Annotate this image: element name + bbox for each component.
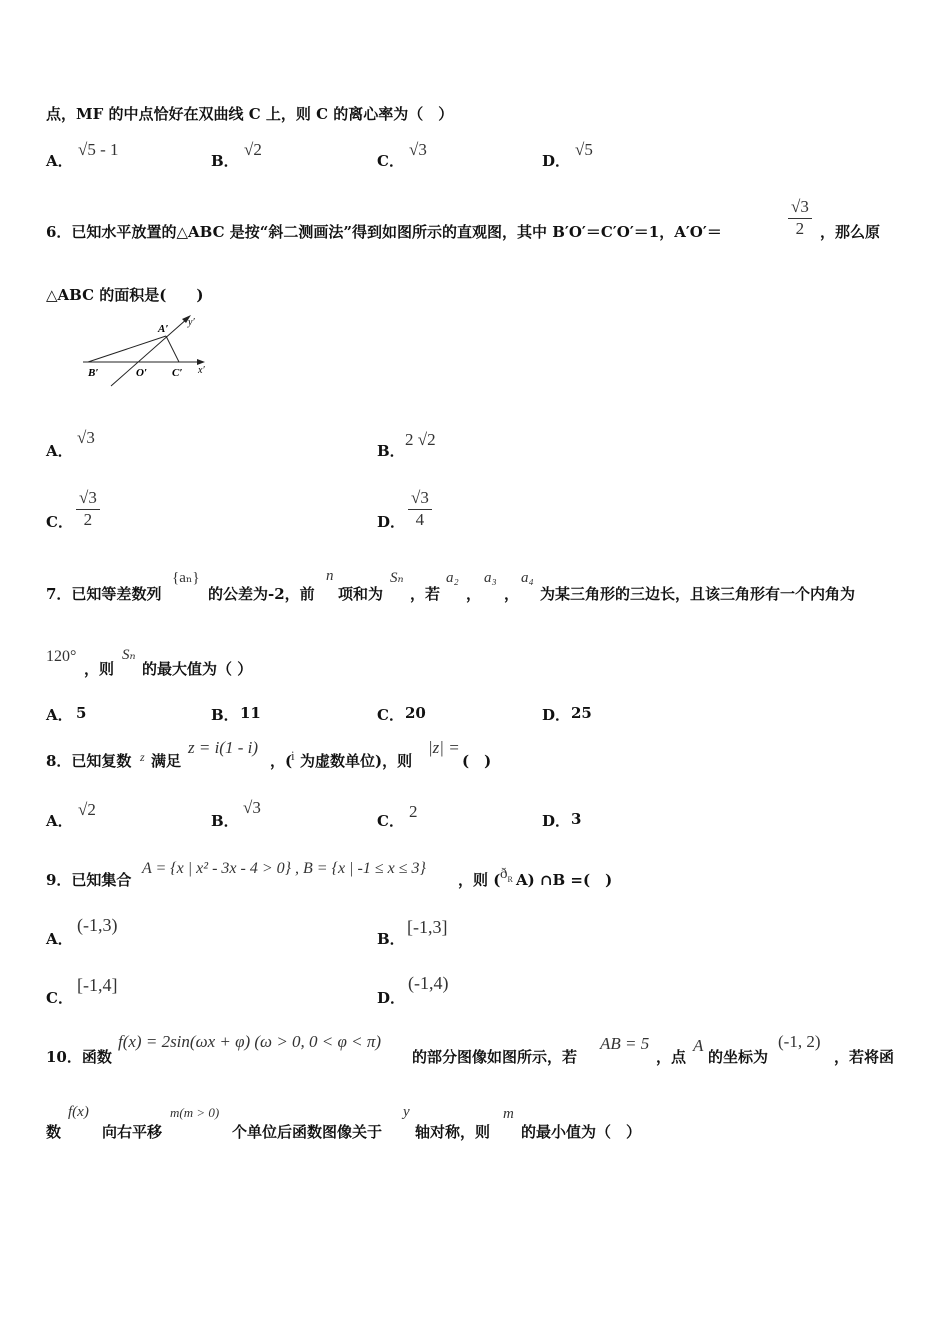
q7-math-120deg: 120° — [46, 648, 77, 665]
q7-option-a-label: A． — [46, 706, 73, 724]
q5-option-c-value: √3 — [409, 140, 427, 159]
q6-option-c-num: √3 — [76, 487, 100, 510]
q9-text-1: 9．已知集合 — [46, 871, 132, 889]
q9-math-complement — [500, 866, 513, 884]
q5-option-b-value: √2 — [244, 140, 262, 159]
q8-math-i: i — [291, 748, 295, 763]
q7-text-4: ，若 — [410, 585, 441, 603]
q6-option-c-label: C． — [46, 513, 73, 531]
q6-option-d-label: D． — [377, 513, 406, 531]
q8-text-3: ，( — [270, 752, 293, 770]
q6-option-a-value: √3 — [77, 428, 95, 447]
q7-text-1: 7．已知等差数列 — [46, 585, 162, 603]
q7-text-6: ， — [504, 585, 520, 603]
q10-text-4: 的坐标为 — [708, 1048, 769, 1066]
q7-text-8: ，则 — [84, 660, 115, 678]
q8-text-4: 为虚数单位)，则 — [300, 752, 413, 770]
q10-text-6: 数 — [46, 1123, 62, 1141]
q6-option-a-label: A． — [46, 442, 73, 460]
q8-option-c-label: C． — [377, 812, 404, 830]
q5-option-d-label: D． — [542, 152, 571, 170]
q6-fraction — [788, 196, 812, 239]
q10-math-point: (-1, 2) — [778, 1032, 821, 1051]
q9-option-d-value: (-1,4) — [408, 973, 449, 993]
q9-math-sets: A = {x | x² - 3x - 4 > 0} , B = {x | -1 ≤ x ≤ 3} — [142, 860, 426, 877]
q8-option-b-value: √3 — [243, 798, 261, 817]
q9-option-d-label: D． — [377, 989, 406, 1007]
q7-text-2: 的公差为-2，前 — [208, 585, 315, 603]
q7-option-d-value: 25 — [571, 704, 592, 722]
q8-option-a-value: √2 — [78, 800, 96, 819]
q9-complement-sub: R — [507, 875, 513, 884]
q8-text-1: 8．已知复数 — [46, 752, 132, 770]
q8-text-2: 满足 — [151, 752, 182, 770]
q9-text-2: ，则 ( — [458, 871, 501, 889]
q6-option-d-num: √3 — [408, 487, 432, 510]
q7-option-c-label: C． — [377, 706, 404, 724]
q10-math-a: A — [693, 1036, 704, 1055]
q8-option-d-value: 3 — [571, 810, 582, 828]
label-x-prime: x′ — [198, 365, 205, 376]
q9-text-3: A) ∩B =( ) — [516, 871, 613, 889]
q7-option-d-label: D． — [542, 706, 571, 724]
q7-text-7: 为某三角形的三边长，且该三角形有一个内角为 — [540, 585, 856, 603]
q8-math-equation: z = i(1 - i) — [188, 738, 259, 757]
q9-option-b-value: [-1,3] — [407, 917, 448, 937]
label-b-prime: B′ — [88, 367, 99, 379]
q9-option-c-value: [-1,4] — [77, 975, 118, 995]
q5-stem-tail: 点，MF 的中点恰好在双曲线 C 上，则 C 的离心率为（ ） — [46, 105, 454, 123]
q6-option-b-value: 2 √2 — [405, 430, 436, 449]
q8-math-z: z — [140, 750, 145, 764]
q5-option-d-value: √5 — [575, 140, 593, 159]
q7-text-3: 项和为 — [338, 585, 384, 603]
label-o-prime: O′ — [136, 367, 148, 379]
q5-option-a-label: A． — [46, 152, 73, 170]
q8-math-abs-z: |z| = — [428, 738, 460, 757]
q10-math-fx: f(x) — [68, 1104, 89, 1120]
q10-math-function: f(x) = 2sin(ωx + φ) (ω > 0, 0 < φ < π) — [118, 1032, 382, 1051]
q7-math-a4: a₄ — [521, 570, 534, 586]
q8-option-c-value: 2 — [409, 802, 418, 821]
q7-math-sn-2: Sₙ — [122, 647, 136, 663]
q10-math-ab: AB = 5 — [600, 1034, 650, 1053]
q10-math-y: y — [403, 1104, 410, 1120]
q7-option-a-value: 5 — [76, 704, 87, 722]
q7-option-b-label: B． — [211, 706, 239, 724]
q10-text-1: 10．函数 — [46, 1048, 112, 1066]
q10-text-5: ，若将函 — [834, 1048, 895, 1066]
q10-text-8: 个单位后函数图像关于 — [232, 1123, 383, 1141]
q6-oblique-figure — [78, 310, 218, 390]
q6-option-b-label: B． — [377, 442, 405, 460]
q10-text-9: 轴对称，则 — [415, 1123, 491, 1141]
q6-line1-tail: ，那么原 — [820, 223, 881, 241]
q10-math-m: m — [503, 1106, 514, 1122]
q10-text-10: 的最小值为（ ） — [521, 1123, 642, 1141]
q7-text-9: 的最大值为（ ） — [142, 660, 253, 678]
q9-option-a-label: A． — [46, 930, 73, 948]
q6-option-c-den: 2 — [83, 510, 93, 529]
q5-option-c-label: C． — [377, 152, 404, 170]
label-a-prime: A′ — [158, 323, 169, 335]
q6-line2: △ABC 的面积是( ) — [46, 286, 204, 304]
q7-option-c-value: 20 — [405, 704, 426, 722]
q10-text-3: ，点 — [656, 1048, 687, 1066]
label-y-prime: y′ — [188, 317, 195, 328]
q8-text-5: ( ) — [462, 752, 492, 770]
q7-option-b-value: 11 — [240, 704, 261, 722]
q7-text-5: ， — [466, 585, 482, 603]
q6-option-d-fraction — [408, 487, 432, 530]
q10-text-7: 向右平移 — [102, 1123, 163, 1141]
q10-text-2: 的部分图像如图所示，若 — [412, 1048, 578, 1066]
q6-line1: 6．已知水平放置的△ABC 是按“斜二测画法”得到如图所示的直观图，其中 B′O′＝C′O′＝1，A′O′＝ — [46, 223, 722, 241]
q10-math-m-condition: m(m > 0) — [170, 1105, 220, 1120]
q9-option-a-value: (-1,3) — [77, 915, 118, 935]
q5-option-b-label: B． — [211, 152, 239, 170]
q9-option-b-label: B． — [377, 930, 405, 948]
q5-option-a-value: √5 - 1 — [78, 140, 119, 159]
q7-math-a3: a₃ — [484, 570, 497, 586]
q7-math-an: {aₙ} — [172, 570, 200, 586]
q9-option-c-label: C． — [46, 989, 73, 1007]
q7-math-sn: Sₙ — [390, 570, 404, 586]
q6-fraction-den: 2 — [795, 219, 805, 238]
q7-math-a2: a₂ — [446, 570, 459, 586]
q9-complement-symbol: ð — [500, 866, 508, 882]
q6-option-c-fraction — [76, 487, 100, 530]
q8-option-b-label: B． — [211, 812, 239, 830]
q6-fraction-num: √3 — [788, 196, 812, 219]
label-c-prime: C′ — [172, 367, 183, 379]
q7-math-n: n — [326, 568, 334, 584]
q8-option-a-label: A． — [46, 812, 73, 830]
q8-option-d-label: D． — [542, 812, 571, 830]
q6-option-d-den: 4 — [415, 510, 425, 529]
